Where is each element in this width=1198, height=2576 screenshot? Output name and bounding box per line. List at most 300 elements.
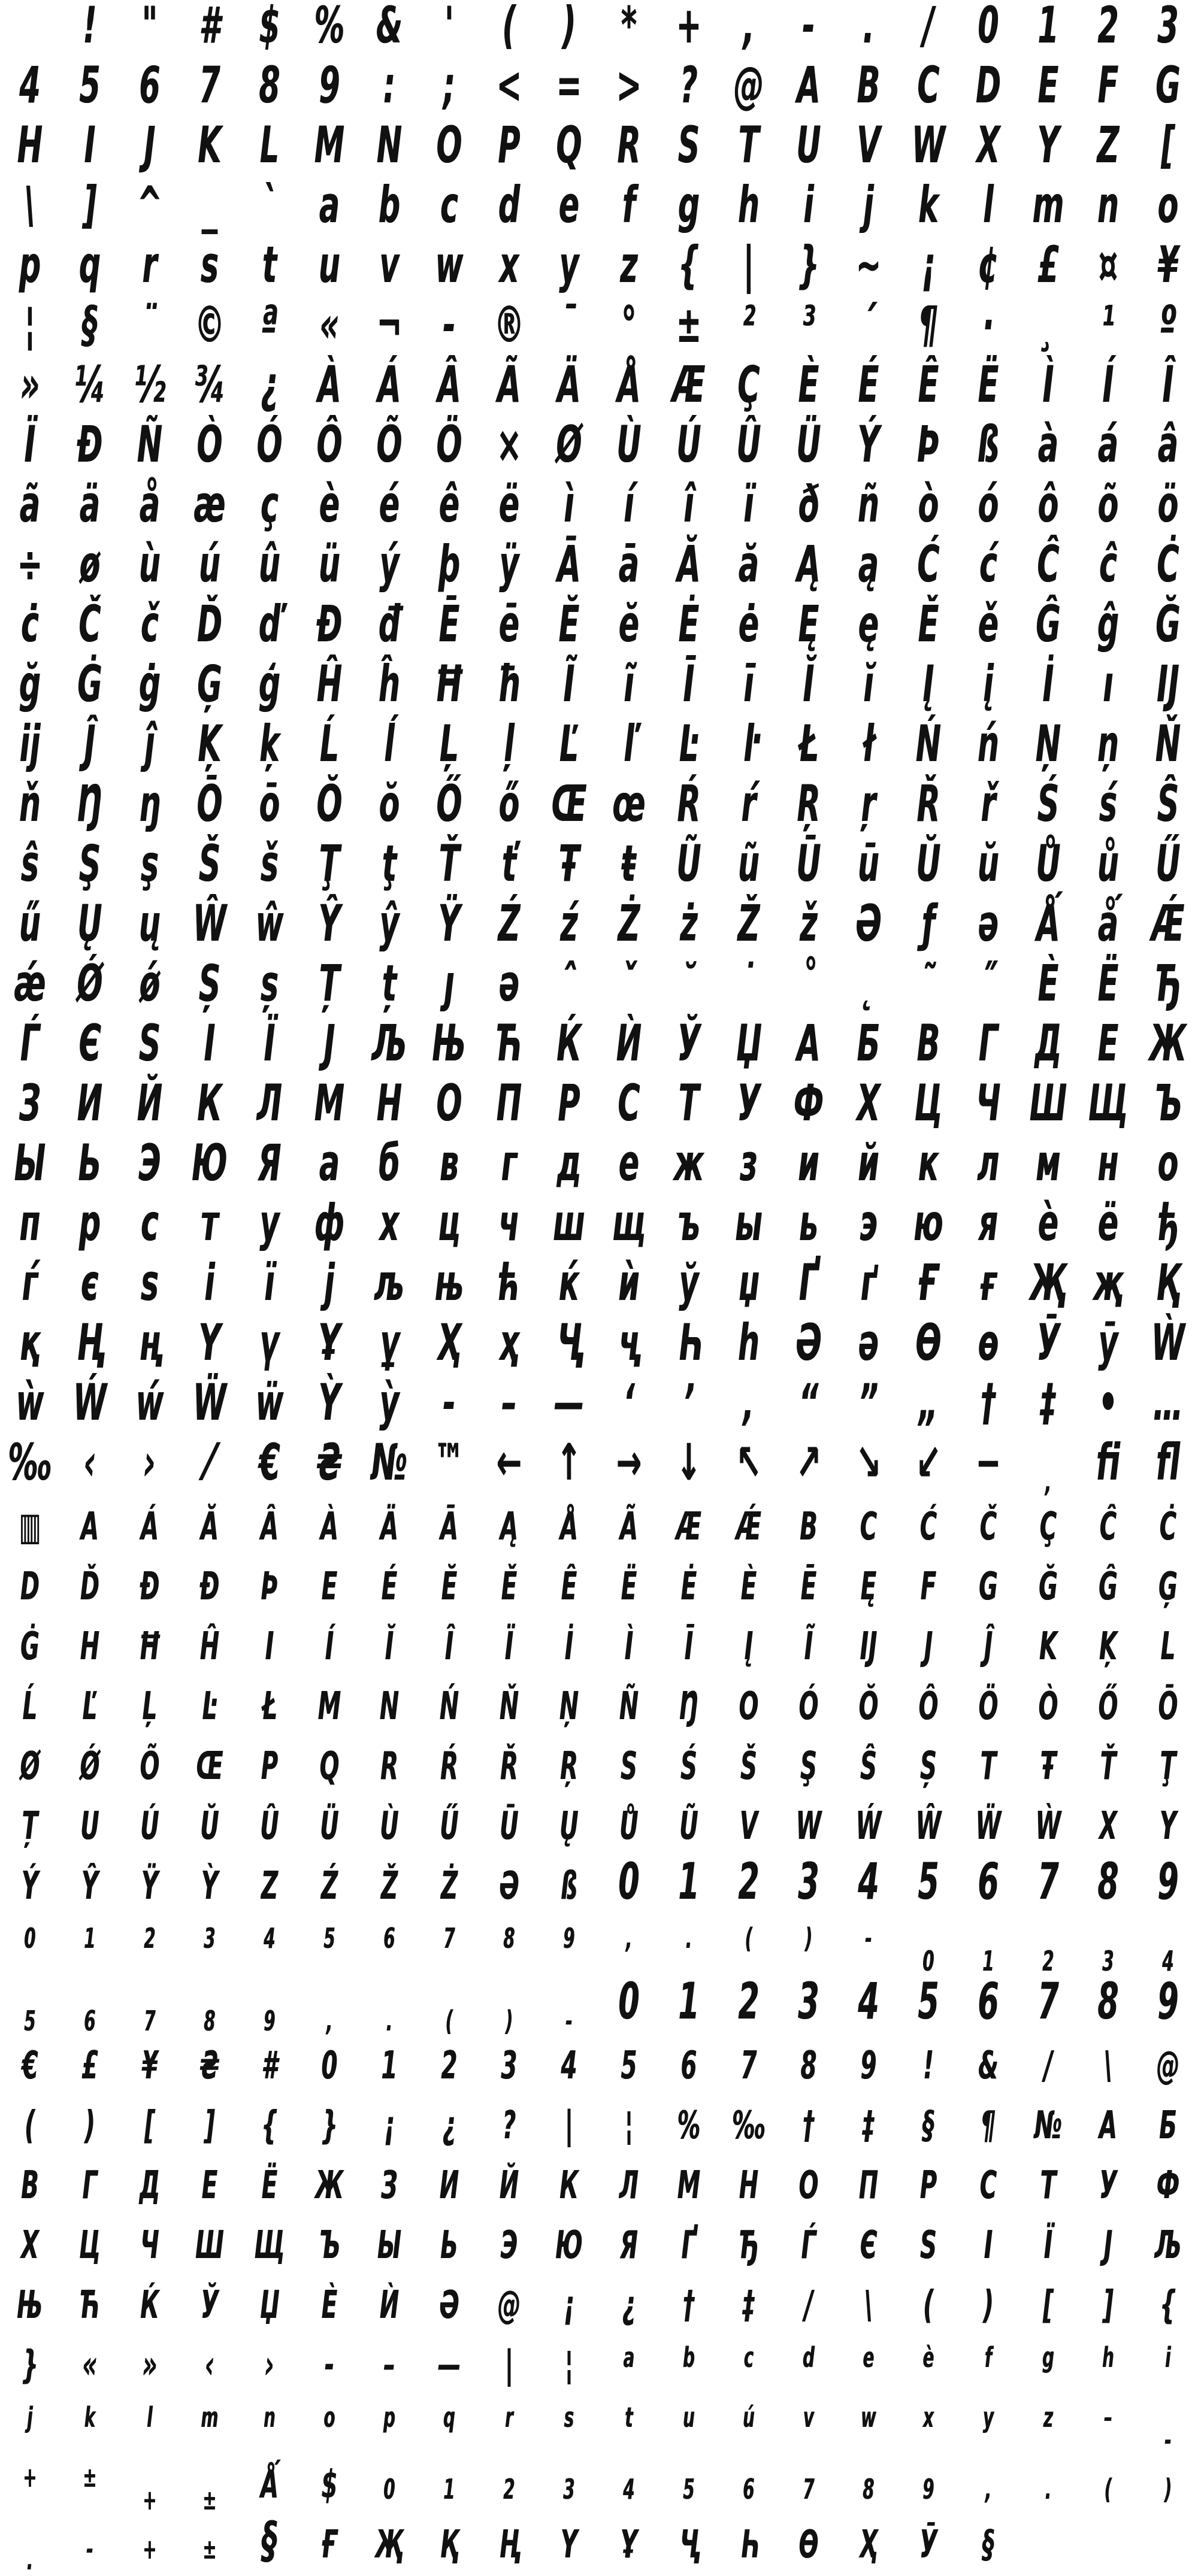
glyph-cell bbox=[1018, 714, 1078, 778]
glyph-cell bbox=[1018, 1193, 1078, 1257]
glyph: ← bbox=[496, 1433, 522, 1492]
glyph-cell bbox=[419, 954, 479, 1018]
glyph: ŕ bbox=[741, 774, 757, 833]
glyph-cell bbox=[240, 1313, 300, 1377]
glyph: Ѕ bbox=[920, 2223, 937, 2268]
glyph: ā bbox=[618, 535, 640, 593]
glyph: Џ bbox=[259, 2283, 280, 2328]
glyph-cell bbox=[779, 475, 839, 539]
glyph-cell bbox=[659, 1313, 719, 1377]
glyph-cell bbox=[1138, 1916, 1198, 1976]
glyph-cell bbox=[60, 894, 120, 958]
glyph-cell bbox=[1138, 1497, 1198, 1557]
glyph-cell bbox=[359, 1736, 419, 1796]
glyph: Ғ bbox=[918, 1253, 939, 1312]
glyph: ѝ bbox=[618, 1253, 640, 1312]
glyph-cell bbox=[240, 2096, 300, 2156]
glyph: 1 bbox=[381, 2044, 398, 2088]
glyph-cell bbox=[479, 535, 539, 599]
glyph-cell bbox=[958, 2156, 1018, 2216]
glyph-cell bbox=[120, 175, 180, 240]
glyph-cell bbox=[479, 1134, 539, 1198]
glyph-cell bbox=[180, 2216, 240, 2275]
glyph-cell bbox=[659, 2275, 719, 2335]
glyph: § bbox=[82, 295, 98, 354]
glyph-cell bbox=[60, 1976, 120, 2036]
glyph: Ŵ bbox=[915, 1804, 942, 1848]
glyph-cell bbox=[240, 2395, 300, 2455]
glyph-cell bbox=[0, 1313, 60, 1377]
glyph-cell bbox=[599, 1736, 659, 1796]
glyph: E bbox=[321, 1565, 338, 1609]
glyph: p bbox=[383, 2401, 395, 2433]
glyph: ) bbox=[562, 0, 576, 54]
glyph: Ľ bbox=[559, 714, 579, 773]
glyph: ẅ bbox=[255, 1373, 284, 1432]
glyph-cell bbox=[539, 1193, 599, 1257]
glyph-cell bbox=[1138, 1796, 1198, 1856]
glyph-cell bbox=[419, 295, 479, 359]
glyph-cell bbox=[479, 1074, 539, 1138]
glyph-cell bbox=[539, 595, 599, 659]
glyph: ¼ bbox=[74, 355, 106, 414]
glyph-cell bbox=[898, 595, 958, 659]
glyph: е bbox=[618, 1134, 640, 1192]
glyph: 0 bbox=[922, 1945, 934, 1977]
glyph-cell bbox=[898, 2096, 958, 2156]
glyph-cell bbox=[719, 116, 779, 180]
glyph: Ќ bbox=[140, 2283, 159, 2328]
glyph: · bbox=[982, 295, 994, 354]
glyph: À bbox=[317, 355, 341, 414]
glyph-cell bbox=[958, 1796, 1018, 1856]
glyph: № bbox=[1034, 2104, 1063, 2148]
glyph-cell bbox=[419, 1134, 479, 1198]
glyph: ї bbox=[264, 1253, 275, 1312]
glyph: Ћ bbox=[80, 2283, 100, 2328]
glyph-cell bbox=[898, 1193, 958, 1257]
glyph: — bbox=[553, 1373, 585, 1432]
glyph: Q bbox=[319, 1744, 340, 1789]
glyph: ё bbox=[1097, 1193, 1119, 1252]
glyph: р bbox=[78, 1193, 101, 1252]
glyph: џ bbox=[738, 1253, 760, 1312]
glyph-cell bbox=[539, 56, 599, 120]
glyph-cell bbox=[539, 1976, 599, 2036]
glyph: І bbox=[984, 2223, 993, 2268]
glyph: ẃ bbox=[135, 1373, 164, 1432]
glyph: Г bbox=[82, 2163, 98, 2208]
glyph-cell bbox=[419, 2216, 479, 2275]
glyph: è bbox=[922, 2341, 934, 2374]
glyph-cell bbox=[898, 355, 958, 419]
glyph: Ú bbox=[140, 1804, 159, 1848]
glyph: Á bbox=[377, 355, 401, 414]
glyph-cell bbox=[779, 2216, 839, 2275]
glyph: ń bbox=[978, 714, 999, 773]
glyph: Ї bbox=[1043, 2223, 1053, 2268]
glyph: < bbox=[496, 56, 522, 114]
glyph-cell bbox=[0, 1497, 60, 1557]
glyph-cell bbox=[1018, 1972, 1078, 2036]
glyph: ↙ bbox=[915, 1433, 942, 1492]
glyph-cell bbox=[300, 1134, 359, 1198]
glyph: Ð bbox=[77, 415, 103, 474]
glyph-cell bbox=[240, 1074, 300, 1138]
glyph: | bbox=[504, 2343, 514, 2387]
glyph: Ĳ bbox=[860, 1625, 878, 1669]
glyph: 4 bbox=[1162, 1945, 1174, 1977]
glyph-cell bbox=[779, 295, 839, 359]
glyph-cell bbox=[180, 1373, 240, 1437]
glyph: ұ bbox=[379, 1313, 400, 1372]
glyph: Ô bbox=[918, 1684, 939, 1729]
glyph: Ò bbox=[196, 415, 223, 474]
glyph-cell bbox=[839, 1557, 898, 1617]
glyph-cell bbox=[300, 774, 359, 838]
glyph: ģ bbox=[258, 654, 281, 713]
glyph-cell bbox=[0, 1074, 60, 1138]
glyph: - bbox=[565, 2005, 573, 2037]
glyph-cell bbox=[359, 56, 419, 120]
glyph-cell bbox=[599, 1557, 659, 1617]
glyph-cell bbox=[599, 714, 659, 778]
glyph: E bbox=[1037, 56, 1059, 114]
glyph: Ң bbox=[499, 2523, 519, 2567]
glyph-cell bbox=[779, 1074, 839, 1138]
glyph-cell bbox=[539, 1313, 599, 1377]
glyph-cell bbox=[898, 475, 958, 539]
glyph: Þ bbox=[917, 415, 940, 474]
glyph: Ỳ bbox=[201, 1864, 218, 1908]
glyph: ( bbox=[745, 1922, 753, 1954]
glyph: ⁄ bbox=[207, 1433, 213, 1492]
glyph-cell bbox=[60, 834, 120, 898]
glyph-cell bbox=[599, 1014, 659, 1078]
glyph: Р bbox=[919, 2163, 937, 2208]
glyph-cell bbox=[300, 1193, 359, 1257]
glyph-cell bbox=[300, 2156, 359, 2216]
glyph: Ç bbox=[737, 355, 760, 414]
glyph: m bbox=[1032, 175, 1064, 234]
glyph: • bbox=[1098, 1373, 1118, 1432]
glyph: | bbox=[564, 2104, 574, 2148]
glyph-cell bbox=[779, 2036, 839, 2096]
glyph-cell bbox=[120, 2096, 180, 2156]
glyph-cell bbox=[1018, 774, 1078, 838]
glyph: ѕ bbox=[141, 1253, 159, 1312]
glyph: К bbox=[197, 1074, 222, 1132]
glyph-cell bbox=[599, 774, 659, 838]
glyph-cell bbox=[599, 2335, 659, 2395]
glyph: Ñ bbox=[137, 415, 163, 474]
glyph: Һ bbox=[676, 1313, 701, 1372]
glyph: \ bbox=[864, 2283, 873, 2328]
glyph-cell bbox=[60, 1014, 120, 1078]
glyph: # bbox=[261, 2044, 278, 2088]
glyph-cell bbox=[419, 1976, 479, 2036]
glyph: Ŀ bbox=[202, 1684, 217, 1729]
glyph: Ź bbox=[498, 894, 521, 953]
glyph-cell bbox=[719, 595, 779, 659]
glyph-cell bbox=[359, 1557, 419, 1617]
glyph-cell bbox=[60, 415, 120, 479]
glyph-cell bbox=[359, 415, 419, 479]
glyph: T bbox=[980, 1744, 997, 1789]
glyph: љ bbox=[374, 1253, 404, 1312]
glyph-cell bbox=[1078, 1373, 1138, 1437]
glyph-cell bbox=[898, 1796, 958, 1856]
glyph-cell bbox=[719, 2515, 779, 2575]
glyph: Ĕ bbox=[441, 1565, 458, 1609]
glyph-cell bbox=[898, 0, 958, 60]
glyph-cell bbox=[539, 1373, 599, 1437]
glyph: – bbox=[383, 2343, 395, 2387]
glyph-cell bbox=[779, 1313, 839, 1377]
glyph-cell bbox=[0, 2455, 60, 2515]
glyph-cell bbox=[0, 954, 60, 1018]
glyph: n bbox=[1097, 175, 1119, 234]
glyph: Ҳ bbox=[437, 1313, 461, 1372]
glyph: Õ bbox=[140, 1744, 160, 1789]
glyph: ч bbox=[498, 1193, 520, 1252]
glyph: 2 bbox=[738, 1972, 760, 2031]
glyph: ȷ bbox=[444, 954, 455, 1013]
glyph-cell bbox=[300, 2216, 359, 2275]
glyph: ì bbox=[564, 475, 574, 534]
glyph: І bbox=[204, 1014, 216, 1072]
glyph-cell bbox=[60, 1074, 120, 1138]
glyph: ¡ bbox=[384, 2104, 395, 2148]
glyph-cell bbox=[599, 2096, 659, 2156]
glyph-cell bbox=[240, 1373, 300, 1437]
glyph: S bbox=[621, 1744, 637, 1789]
glyph-cell bbox=[1138, 1074, 1198, 1138]
glyph: ź bbox=[560, 894, 578, 953]
glyph-cell bbox=[60, 2515, 120, 2575]
glyph: } bbox=[321, 2104, 338, 2148]
glyph-cell bbox=[479, 175, 539, 240]
glyph: Ң bbox=[77, 1313, 103, 1372]
glyph: Ė bbox=[678, 595, 700, 653]
glyph-cell bbox=[300, 1433, 359, 1497]
glyph-cell bbox=[300, 116, 359, 180]
glyph-cell bbox=[539, 1856, 599, 1916]
glyph: ↗ bbox=[795, 1433, 822, 1492]
glyph-cell bbox=[1078, 2036, 1138, 2096]
glyph: ½ bbox=[134, 355, 166, 414]
glyph-cell bbox=[719, 1433, 779, 1497]
glyph: ä bbox=[79, 475, 101, 534]
glyph-cell bbox=[958, 1134, 1018, 1198]
glyph-cell bbox=[659, 56, 719, 120]
glyph-cell bbox=[60, 2335, 120, 2395]
glyph: Ѐ bbox=[1037, 954, 1059, 1013]
glyph: ŝ bbox=[21, 834, 39, 893]
glyph-cell bbox=[60, 1617, 120, 1677]
glyph-cell bbox=[1018, 1852, 1078, 1916]
glyph: 4 bbox=[623, 2473, 635, 2505]
glyph-cell bbox=[240, 1976, 300, 2036]
glyph: Ĺ bbox=[22, 1684, 38, 1729]
glyph-cell bbox=[1018, 1373, 1078, 1437]
glyph: M bbox=[317, 1684, 341, 1729]
glyph: ‰ bbox=[8, 1433, 52, 1492]
glyph-cell bbox=[180, 0, 240, 60]
glyph: ŋ bbox=[139, 774, 161, 833]
glyph: Ǿ bbox=[80, 1744, 100, 1789]
glyph: Й bbox=[137, 1074, 163, 1132]
glyph-cell bbox=[898, 175, 958, 240]
glyph-cell bbox=[419, 0, 479, 60]
glyph-cell bbox=[599, 2275, 659, 2335]
glyph: ¸ bbox=[1040, 295, 1056, 354]
glyph: - bbox=[1164, 2424, 1172, 2456]
glyph-cell bbox=[359, 0, 419, 60]
glyph-cell bbox=[419, 175, 479, 240]
glyph-cell bbox=[419, 1736, 479, 1796]
glyph: t bbox=[262, 235, 277, 294]
glyph-cell bbox=[719, 2216, 779, 2275]
glyph-cell bbox=[1138, 295, 1198, 359]
glyph: Í bbox=[1102, 355, 1114, 414]
glyph-cell bbox=[60, 954, 120, 1018]
glyph-cell bbox=[0, 834, 60, 898]
glyph-cell bbox=[898, 1313, 958, 1377]
glyph: Į bbox=[922, 654, 934, 713]
glyph: 5 bbox=[24, 2005, 36, 2037]
glyph: ü bbox=[319, 535, 340, 593]
glyph: Ц bbox=[914, 1074, 943, 1132]
glyph-cell bbox=[719, 175, 779, 240]
glyph: Ŕ bbox=[440, 1744, 458, 1789]
glyph-cell bbox=[779, 894, 839, 958]
glyph: 8 bbox=[800, 2044, 817, 2088]
glyph-cell bbox=[1078, 1074, 1138, 1138]
glyph: ª bbox=[261, 295, 279, 354]
glyph-cell bbox=[60, 1916, 120, 1976]
glyph-cell bbox=[300, 2036, 359, 2096]
glyph-cell bbox=[719, 1373, 779, 1437]
glyph: ы bbox=[735, 1193, 763, 1252]
glyph-cell bbox=[120, 654, 180, 719]
glyph: K bbox=[1039, 1625, 1057, 1669]
glyph-cell bbox=[240, 595, 300, 659]
glyph-cell bbox=[300, 175, 359, 240]
glyph-cell bbox=[599, 1497, 659, 1557]
glyph: ú bbox=[743, 2401, 755, 2433]
glyph: Ф bbox=[794, 1074, 824, 1132]
glyph-cell bbox=[599, 2515, 659, 2575]
glyph-cell bbox=[659, 535, 719, 599]
glyph-cell bbox=[1138, 1972, 1198, 2036]
glyph-cell bbox=[539, 1557, 599, 1617]
glyph: ¥ bbox=[1157, 235, 1179, 294]
glyph: Т bbox=[678, 1074, 700, 1132]
glyph: ¿ bbox=[261, 355, 279, 414]
glyph: У bbox=[1099, 2163, 1117, 2208]
glyph-cell bbox=[898, 56, 958, 120]
glyph: 6 bbox=[680, 2044, 697, 2088]
glyph-cell bbox=[659, 714, 719, 778]
glyph: Ì bbox=[1042, 355, 1054, 414]
glyph: } bbox=[798, 235, 819, 294]
glyph: ı bbox=[1103, 654, 1114, 713]
glyph-cell bbox=[1018, 0, 1078, 60]
glyph-cell bbox=[779, 116, 839, 180]
glyph-cell bbox=[300, 2515, 359, 2575]
glyph: Ĉ bbox=[1037, 535, 1060, 593]
glyph-cell bbox=[359, 2455, 419, 2515]
glyph-cell bbox=[1018, 1916, 1078, 1976]
glyph: 4 bbox=[858, 1852, 879, 1911]
glyph-cell bbox=[0, 2515, 60, 2575]
glyph: З bbox=[19, 1074, 41, 1132]
glyph: Ŷ bbox=[81, 1864, 98, 1908]
glyph-cell bbox=[240, 2156, 300, 2216]
glyph: у bbox=[259, 1193, 280, 1252]
glyph: } bbox=[22, 2343, 38, 2387]
glyph: Ģ bbox=[197, 654, 222, 713]
glyph: W bbox=[912, 116, 945, 174]
glyph-cell bbox=[300, 295, 359, 359]
glyph: Щ bbox=[1088, 1074, 1129, 1132]
glyph-cell bbox=[479, 2275, 539, 2335]
glyph-cell bbox=[898, 295, 958, 359]
glyph: Ę bbox=[798, 595, 819, 653]
glyph: ! bbox=[923, 2044, 934, 2088]
glyph-cell bbox=[719, 1916, 779, 1976]
glyph-cell bbox=[599, 415, 659, 479]
glyph-cell bbox=[120, 834, 180, 898]
glyph-cell bbox=[1018, 175, 1078, 240]
glyph-cell bbox=[599, 1916, 659, 1976]
glyph: « bbox=[319, 295, 340, 354]
glyph-cell bbox=[539, 175, 599, 240]
glyph-cell bbox=[359, 1856, 419, 1916]
glyph: ¶ bbox=[981, 2104, 996, 2148]
glyph: 5 bbox=[323, 1922, 335, 1954]
glyph: , bbox=[743, 0, 755, 54]
glyph: ù bbox=[139, 535, 161, 593]
glyph: 8 bbox=[1097, 1852, 1119, 1911]
glyph-cell bbox=[779, 355, 839, 419]
glyph-cell bbox=[479, 2216, 539, 2275]
glyph: ) bbox=[505, 2005, 513, 2037]
glyph-cell bbox=[1078, 1796, 1138, 1856]
glyph-cell bbox=[839, 1134, 898, 1198]
glyph-cell bbox=[1078, 1916, 1138, 1976]
glyph: ¡ bbox=[921, 235, 936, 294]
glyph: Ô bbox=[316, 415, 343, 474]
glyph-cell bbox=[958, 2395, 1018, 2455]
glyph: ± bbox=[83, 2461, 97, 2493]
glyph: ö bbox=[1157, 475, 1179, 534]
glyph-cell bbox=[120, 1373, 180, 1437]
glyph: & bbox=[376, 0, 403, 54]
glyph-cell bbox=[1018, 1557, 1078, 1617]
glyph-cell bbox=[180, 116, 240, 180]
glyph: ® bbox=[494, 295, 525, 354]
glyph-cell bbox=[240, 355, 300, 419]
glyph: є bbox=[81, 1253, 99, 1312]
glyph-cell bbox=[479, 2335, 539, 2395]
glyph: Ħ bbox=[434, 654, 464, 713]
glyph-cell bbox=[359, 116, 419, 180]
glyph-cell bbox=[539, 535, 599, 599]
glyph-cell bbox=[779, 774, 839, 838]
glyph: Ā bbox=[440, 1505, 458, 1549]
